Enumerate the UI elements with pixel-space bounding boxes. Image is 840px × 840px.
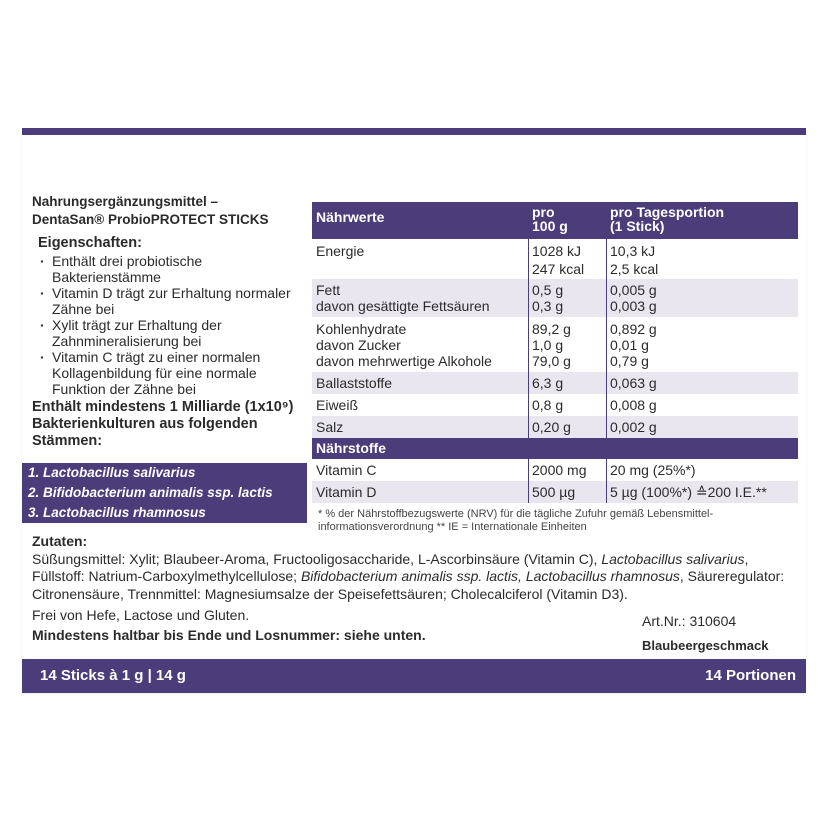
left-column	[32, 193, 307, 450]
properties-heading: Eigenschaften:	[38, 235, 142, 251]
row-value-portion: 2,5 kcal	[610, 261, 659, 277]
nutrition-table-header	[312, 202, 798, 239]
table-row-fiber	[312, 372, 798, 394]
row-value-100g: 0,5 g	[532, 282, 564, 298]
table-row-carbs	[312, 317, 798, 372]
nutrients-section-header	[312, 438, 798, 459]
row-value-portion: 0,892 g	[610, 321, 657, 337]
ingredients-italic: Lactobacillus salivarius	[601, 550, 745, 567]
package-back-panel	[22, 128, 806, 693]
free-of-statement: Frei von Hefe, Lactose und Gluten.	[32, 607, 250, 623]
row-value-portion: 0,005 g	[610, 282, 657, 298]
row-value-portion: 0,01 g	[610, 337, 649, 353]
best-before-statement: Mindestens haltbar bis Ende und Losnummer: siehe unten.	[32, 626, 426, 643]
row-value-100g: 0,20 g	[532, 419, 571, 435]
table-row-vitamin-d	[312, 481, 798, 503]
row-label: Fett	[316, 282, 341, 298]
product-title-line1: Nahrungsergänzungsmittel –	[32, 194, 219, 209]
row-value-portion: 0,003 g	[610, 298, 657, 314]
row-label: Salz	[316, 419, 344, 435]
bacteria-count-statement: Enthält mindestens 1 Milliarde (1x10⁹) Bakterienkulturen aus folgenden Stämmen:	[32, 399, 294, 449]
article-number: Art.Nr.: 310604	[642, 613, 737, 629]
property-item: · Vitamin C trägt zu einer normalen Kollagenbildung für eine normale Funktion der Zähne bei	[38, 349, 307, 397]
column-divider	[528, 202, 529, 503]
row-label: Vitamin C	[316, 462, 377, 478]
row-label: Vitamin D	[316, 484, 377, 500]
ingredients-part: Süßungsmittel: Xylit; Blaubeer-Aroma, Fructooligosaccharide, L-Ascorbinsäure (Vitamin C),	[32, 550, 602, 567]
row-value-portion: 0,008 g	[610, 397, 657, 413]
row-value-100g: 1028 kJ	[532, 243, 582, 259]
header-per100-line2: 100 g	[532, 218, 568, 234]
row-label: davon mehrwertige Alkohole	[316, 353, 492, 369]
portions-count: 14 Portionen	[705, 667, 796, 684]
row-label: davon Zucker	[316, 337, 401, 353]
column-divider	[606, 202, 607, 503]
ingredients-heading: Zutaten:	[32, 533, 88, 549]
row-value-portion: 0,002 g	[610, 419, 657, 435]
row-value-portion: 20 mg (25%*)	[610, 462, 696, 478]
table-row-fat	[312, 279, 798, 317]
table-row-salt	[312, 416, 798, 438]
row-label: Energie	[316, 243, 365, 259]
row-value-100g: 0,3 g	[532, 298, 564, 314]
row-label: Ballaststoffe	[316, 375, 393, 391]
row-value-100g: 89,2 g	[532, 321, 571, 337]
bottom-band	[22, 659, 806, 693]
header-per100-line1: pro	[532, 204, 555, 220]
row-value-100g: 1,0 g	[532, 337, 564, 353]
row-label: davon gesättigte Fettsäuren	[316, 298, 490, 314]
header-perportion-line2: (1 Stick)	[610, 218, 665, 234]
row-value-100g: 247 kcal	[532, 261, 585, 277]
header-nutrients: Nährwerte	[316, 209, 385, 225]
row-value-100g: 6,3 g	[532, 375, 564, 391]
ingredients-text	[32, 551, 798, 604]
strain-item: 3. Lactobacillus rhamnosus	[28, 505, 206, 520]
strain-item: 1. Lactobacillus salivarius	[28, 465, 196, 480]
row-value-portion: 10,3 kJ	[610, 243, 656, 259]
row-value-100g: 0,8 g	[532, 397, 564, 413]
product-title-line2: DentaSan® ProbioPROTECT STICKS	[32, 212, 269, 227]
header-perportion-line1: pro Tagesportion	[610, 204, 725, 220]
table-row-energy	[312, 239, 798, 279]
row-value-portion: 0,79 g	[610, 353, 649, 369]
section-label: Nährstoffe	[316, 440, 387, 456]
row-value-100g: 2000 mg	[532, 462, 587, 478]
row-value-portion: 0,063 g	[610, 375, 657, 391]
footnote: * % der Nährstoffbezugswerte (NRV) für die tägliche Zufuhr gemäß Lebensmittel-informationsverordnung ** IE = Internationale Einheiten	[318, 508, 714, 533]
ingredients-italic: Bifidobacterium animalis ssp. lactis, Lactobacillus rhamnosus	[300, 568, 680, 584]
ingredients-part: , Säureregulator: Citronensäure, Trennmittel: Magnesiumsalze der Speisefettsäuren; Cholecalciferol (Vitamin D3).	[32, 568, 785, 602]
ingredients-part: , Füllstoff: Natrium-Carboxylmethylcellulose;	[32, 550, 749, 584]
strains-band	[22, 463, 307, 523]
pack-size: 14 Sticks à 1 g | 14 g	[40, 667, 186, 684]
row-value-100g: 79,0 g	[532, 353, 571, 369]
property-item: · Vitamin D trägt zur Erhaltung normaler Zähne bei	[38, 285, 307, 317]
strain-item: 2. Bifidobacterium animalis ssp. lactis	[28, 485, 273, 500]
nutrition-table	[312, 202, 798, 503]
row-value-100g: 500 µg	[532, 484, 576, 500]
table-row-vitamin-c	[312, 459, 798, 481]
property-item: · Xylit trägt zur Erhaltung der Zahnmineralisierung bei	[38, 317, 307, 349]
property-item: · Enthält drei probiotische Bakterienstämme	[38, 253, 307, 285]
row-label: Eiweiß	[316, 397, 359, 413]
flavor-label: Blaubeergeschmack	[642, 638, 769, 653]
properties-list	[38, 253, 307, 397]
row-label: Kohlenhydrate	[316, 321, 407, 337]
row-value-portion: 5 µg (100%*) ≙200 I.E.**	[610, 484, 767, 500]
table-row-protein	[312, 394, 798, 416]
